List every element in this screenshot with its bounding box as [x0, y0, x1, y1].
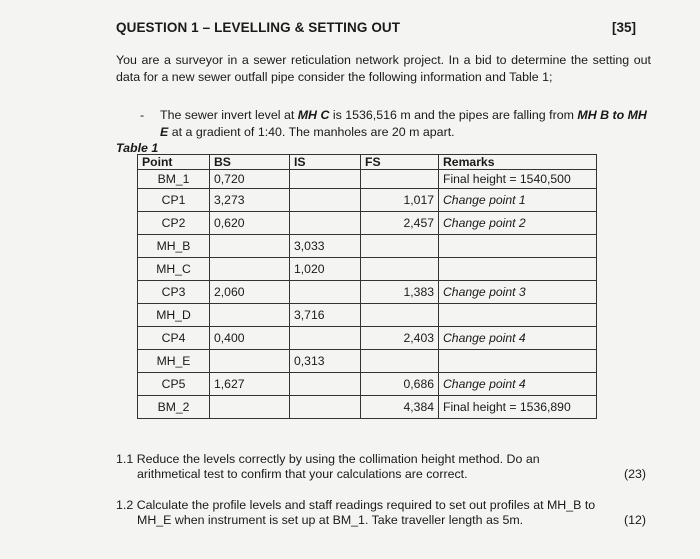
cell-bs: [210, 235, 290, 258]
cell-fs: 1,383: [361, 281, 439, 304]
cell-point: CP1: [138, 189, 210, 212]
subquestion-1-2: [116, 498, 646, 528]
table-header-row: [138, 155, 597, 170]
cell-bs: 0,620: [210, 212, 290, 235]
subquestion-marks: (23): [623, 467, 646, 481]
cell-fs: 4,384: [361, 396, 439, 419]
subquestion-marks: (12): [623, 513, 646, 527]
cell-point: BM_1: [138, 170, 210, 189]
subquestion-1-1: [116, 452, 646, 482]
cell-fs: [361, 258, 439, 281]
cell-fs: 2,457: [361, 212, 439, 235]
subquestion-line2: arithmetical test to confirm that your calculations are correct.: [137, 467, 468, 481]
cell-remarks: Final height = 1536,890: [439, 396, 597, 419]
bullet-text-part1: The sewer invert level at: [160, 108, 298, 122]
cell-remarks: [439, 304, 597, 327]
cell-remarks: Final height = 1540,500: [439, 170, 597, 189]
cell-point: CP2: [138, 212, 210, 235]
subquestion-number: 1.2: [116, 498, 134, 512]
table-body: [138, 170, 597, 419]
cell-bs: 0,400: [210, 327, 290, 350]
table-row: [138, 373, 597, 396]
cell-fs: [361, 235, 439, 258]
cell-is: [290, 396, 361, 419]
bullet-text: [160, 107, 650, 141]
table-row: [138, 281, 597, 304]
question-title: QUESTION 1 – LEVELLING & SETTING OUT: [116, 20, 401, 35]
cell-bs: 2,060: [210, 281, 290, 304]
cell-fs: [361, 304, 439, 327]
table-row: [138, 189, 597, 212]
cell-fs: [361, 350, 439, 373]
table-caption: Table 1: [116, 141, 159, 155]
cell-point: BM_2: [138, 396, 210, 419]
cell-is: [290, 212, 361, 235]
cell-is: [290, 281, 361, 304]
cell-bs: [210, 304, 290, 327]
table-row: [138, 327, 597, 350]
cell-remarks: Change point 1: [439, 189, 597, 212]
cell-point: CP4: [138, 327, 210, 350]
cell-bs: 3,273: [210, 189, 290, 212]
subquestion-line2: MH_E when instrument is set up at BM_1. Take traveller length as 5m.: [137, 513, 524, 527]
subquestion-number: 1.1: [116, 452, 134, 466]
cell-point: MH_D: [138, 304, 210, 327]
intro-paragraph: You are a surveyor in a sewer reticulation network project. In a bid to determine the setting out data for a new sewer outfall pipe consider the following information and Table 1;: [116, 53, 651, 84]
bullet-mh-range: MH B to MH E: [160, 108, 647, 139]
table-row: [138, 396, 597, 419]
table-row: [138, 170, 597, 189]
bullet-text-part2: is 1536,516 m and the pipes are falling from: [329, 108, 578, 122]
header-bs: BS: [210, 155, 290, 170]
cell-is: [290, 189, 361, 212]
cell-remarks: Change point 2: [439, 212, 597, 235]
cell-remarks: [439, 235, 597, 258]
cell-is: 3,033: [290, 235, 361, 258]
table-row: [138, 350, 597, 373]
cell-fs: [361, 170, 439, 189]
cell-fs: 2,403: [361, 327, 439, 350]
levelling-table: [137, 154, 597, 419]
cell-is: 3,716: [290, 304, 361, 327]
cell-is: [290, 373, 361, 396]
cell-bs: [210, 258, 290, 281]
cell-bs: [210, 396, 290, 419]
cell-remarks: [439, 350, 597, 373]
cell-point: MH_E: [138, 350, 210, 373]
cell-point: CP5: [138, 373, 210, 396]
bullet-mh-c: MH C: [297, 108, 330, 122]
cell-point: CP3: [138, 281, 210, 304]
table-row: [138, 258, 597, 281]
header-point: Point: [138, 155, 210, 170]
cell-bs: 1,627: [210, 373, 290, 396]
table-row: [138, 212, 597, 235]
table-row: [138, 235, 597, 258]
header-fs: FS: [361, 155, 439, 170]
cell-bs: 0,720: [210, 170, 290, 189]
header-remarks: Remarks: [439, 155, 597, 170]
cell-remarks: Change point 3: [439, 281, 597, 304]
cell-is: 1,020: [290, 258, 361, 281]
bullet-dash: -: [140, 108, 145, 122]
cell-remarks: [439, 258, 597, 281]
cell-point: MH_B: [138, 235, 210, 258]
cell-is: [290, 327, 361, 350]
subquestion-line1: Calculate the profile levels and staff readings required to set out profiles at MH_B to: [136, 498, 596, 512]
cell-remarks: Change point 4: [439, 327, 597, 350]
cell-is: [290, 170, 361, 189]
header-is: IS: [290, 155, 361, 170]
cell-fs: 1,017: [361, 189, 439, 212]
cell-is: 0,313: [290, 350, 361, 373]
table-row: [138, 304, 597, 327]
cell-fs: 0,686: [361, 373, 439, 396]
cell-point: MH_C: [138, 258, 210, 281]
bullet-text-part3: at a gradient of 1:40. The manholes are 20 m apart.: [168, 125, 455, 139]
question-marks: [35]: [612, 20, 637, 35]
cell-bs: [210, 350, 290, 373]
cell-remarks: Change point 4: [439, 373, 597, 396]
subquestion-line1: Reduce the levels correctly by using the collimation height method. Do an: [136, 452, 540, 466]
